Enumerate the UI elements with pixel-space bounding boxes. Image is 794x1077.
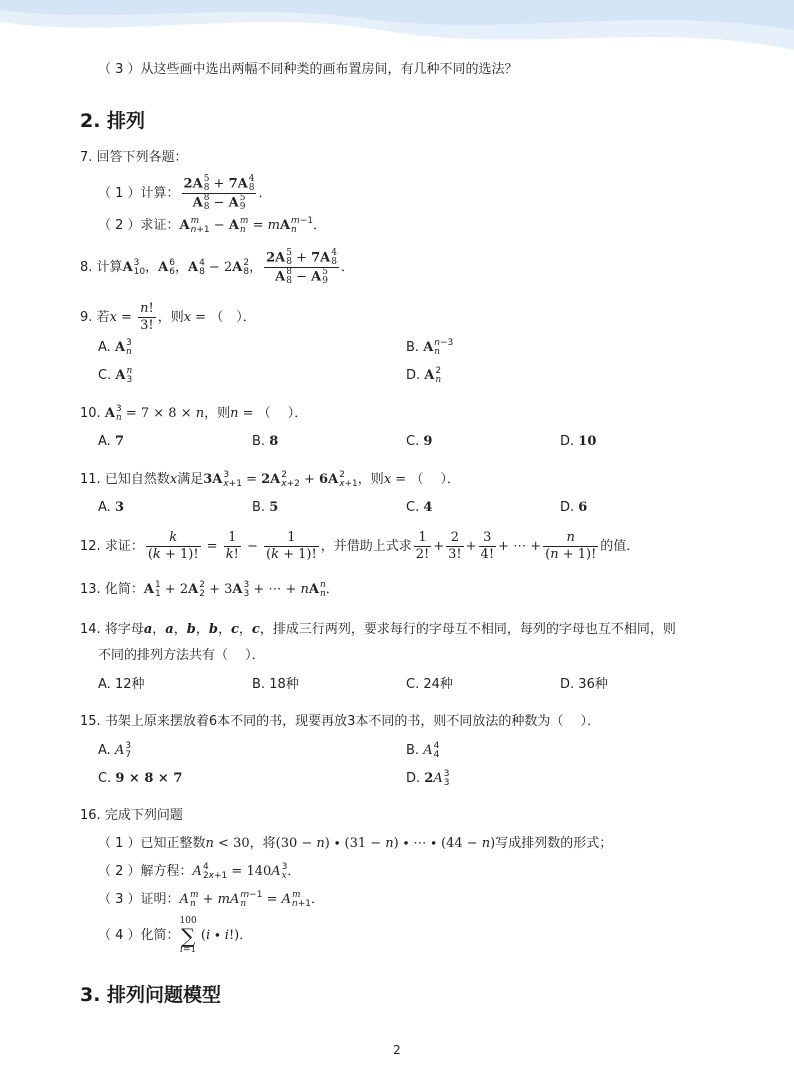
q14-option-d: D. 36种 [560,677,608,692]
q10-option-d: D. 10 [560,434,597,449]
q16-part4: （ 4 ）化简： 100 ∑ i=1 (i ∙ i!)． [98,915,253,955]
q15-option-a: A. A 3 7 [98,740,132,760]
q15-option-d: D. 2A 3 3 [406,768,450,788]
q11-option-a: A. 3 [98,500,124,515]
q11-option-d: D. 6 [560,500,588,515]
q14-option-b: B. 18种 [252,677,299,692]
question-9: 9. 若x = $\frac{n!}{3!}$ ，则x = （ ）． [80,301,256,333]
q14-option-a: A. 12种 [98,677,145,692]
q9-option-a: A. A 3 n [98,337,132,357]
q16-part2: （ 2 ）解方程：A 4 2x+1 = 140A 3 x ． [98,861,301,881]
section-2-title: 2. 排列 [80,110,146,132]
page-number: 2 [393,1043,401,1057]
q9-option-c: C. A n 3 [98,365,133,385]
q14-option-c: C. 24种 [406,677,453,692]
question-16: 16. 完成下列问题 [80,808,183,823]
question-8: 8. 计算A 3 10 ，A 6 6 ，A 4 8 − 2A 2 8 ， 2A 5 8 + 7A 4 8 A 8 8 − A 5 9 ． [80,248,355,286]
q9-option-d: D. A 2 n [406,365,442,385]
q11-option-b: B. 5 [252,500,279,515]
q9-option-b: B. A n−3 n [406,337,454,357]
q10-option-a: A. 7 [98,434,124,449]
q15-option-b: B. A 4 4 [406,740,440,760]
section-3-title: 3. 排列问题模型 [80,984,222,1006]
question-15: 15. 书架上原来摆放着6本不同的书，现要再放3本不同的书，则不同放法的种数为（ ）． [80,714,601,729]
q7-part1: （ 1 ）计算： 2A 5 8 + 7A 4 8 A 8 8 − A 5 9 ． [98,174,272,212]
question-14: 14. 将字母a，a，b，b，c，c，排成三行两列，要求每行的字母互不相同，每列的字母也互不相同，则 [80,622,676,637]
q10-option-b: B. 8 [252,434,279,449]
question-11: 11. 已知自然数x满足3A 3 x+1 = 2A 2 x+2 + 6A 2 x+1 ，则x = （ ）． [80,469,460,489]
question-12: 12. 求证： $\frac{k}{(k + 1)!}$ = $\frac{1}{k!}$ − $\frac{1}{(k + 1)!}$ ，并借助上式求 $\frac{1}{2!}$ + $\frac{2}{3!}$ + $\frac{3}{4!}$ + ⋯ + $\frac{n}{(n + 1)!}$ 的值． [80,530,640,562]
q11-option-c: C. 4 [406,500,433,515]
q16-part1: （ 1 ）已知正整数n < 30，将(30 − n) ∙ (31 − n) ∙ ⋯ ∙ (44 − n)写成排列数的形式； [98,836,613,851]
q6-part3: （ 3 ）从这些画中选出两幅不同种类的画布置房间，有几种不同的选法？ [98,62,518,77]
question-10: 10. A 3 n = 7 × 8 × n，则n = （ ）． [80,403,308,423]
q14-line2: 不同的排列方法共有（ ）． [98,648,265,663]
q16-part3: （ 3 ）证明：A m n + mA m−1 n = A m n+1 ． [98,889,325,909]
q15-option-c: C. 9 × 8 × 7 [98,771,183,786]
question-13: 13. 化简：A 1 1 + 2A 2 2 + 3A 3 3 + ⋯ + nA n n ． [80,579,339,599]
q7-part2: （ 2 ）求证：A m n+1 − A m n = mA m−1 n ． [98,215,327,235]
q10-option-c: C. 9 [406,434,433,449]
question-7: 7. 回答下列各题： [80,150,188,165]
